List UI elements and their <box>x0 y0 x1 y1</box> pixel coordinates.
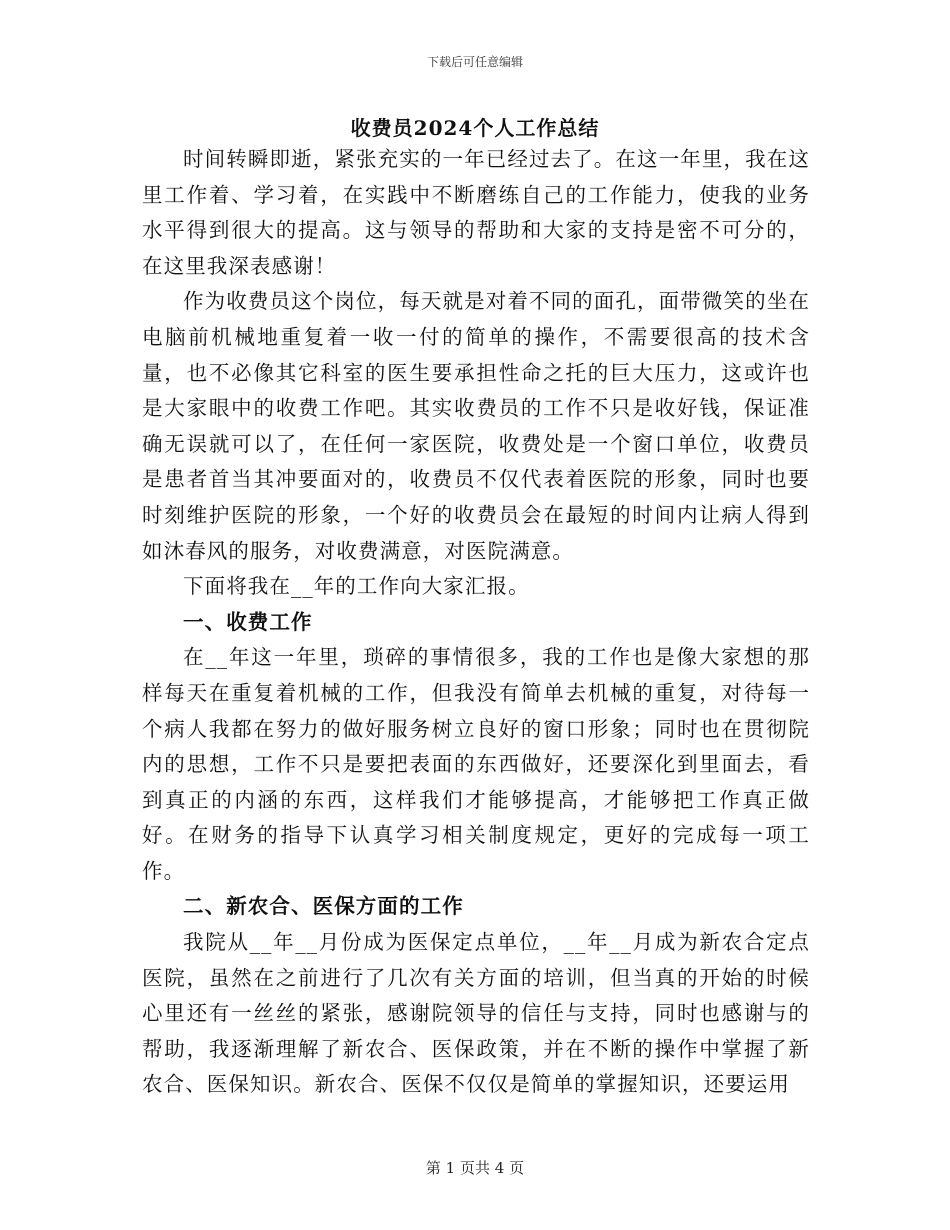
section-heading-charging: 一、收费工作 <box>183 609 313 634</box>
document-body <box>142 142 810 1103</box>
download-note: 下载后可任意编辑 <box>426 55 523 69</box>
paragraph-role: 作为收费员这个岗位，每天就是对着不同的面孔，面带微笑的坐在电脑前机械地重复着一收一付的简单的操作，不需要很高的技术含量，也不必像其它科室的医生要承担性命之托的巨大压力，这或许也是大家眼中的收费工作吧。其实收费员的工作不只是收好钱，保证准确无误就可以了，在任何一家医院，收费处是一个窗口单位，收费员是患者首当其冲要面对的，收费员不仅代表着医院的形象，同时也要时刻维护医院的形象，一个好的收费员会在最短的时间内让病人得到如沐春风的服务，对收费满意，对医院满意。 <box>142 289 810 563</box>
page-number: 第 1 页共 4 页 <box>425 1159 525 1177</box>
document-title: 收费员2024个人工作总结 <box>350 116 600 140</box>
paragraph-intro: 时间转瞬即逝，紧张充实的一年已经过去了。在这一年里，我在这里工作着、学习着，在实践中不断磨练自己的工作能力，使我的业务水平得到很大的提高。这与领导的帮助和大家的支持是密不可分的，在这里我深表感谢！ <box>142 147 810 278</box>
paragraph-report-intro: 下面将我在__年的工作向大家汇报。 <box>183 574 530 599</box>
paragraph-charging-work: 在__年这一年里，琐碎的事情很多，我的工作也是像大家想的那样每天在重复着机械的工作，但我没有简单去机械的重复，对待每一个病人我都在努力的做好服务树立良好的窗口形象；同时也在贯彻院内的思想，工作不只是要把表面的东西做好，还要深化到里面去，看到真正的内涵的东西，这样我们才能够提高，才能够把工作真正做好。在财务的指导下认真学习相关制度规定，更好的完成每一项工作。 <box>142 645 810 883</box>
section-heading-insurance: 二、新农合、医保方面的工作 <box>183 894 464 919</box>
paragraph-insurance-work: 我院从__年__月份成为医保定点单位，__年__月成为新农合定点医院，虽然在之前进行了几次有关方面的培训，但当真的开始的时候心里还有一丝丝的紧张，感谢院领导的信任与支持，同时也感谢与的帮助，我逐渐理解了新农合、医保政策，并在不断的操作中掌握了新农合、医保知识。新农合、医保不仅仅是简单的掌握知识，还要运用 <box>142 930 810 1097</box>
